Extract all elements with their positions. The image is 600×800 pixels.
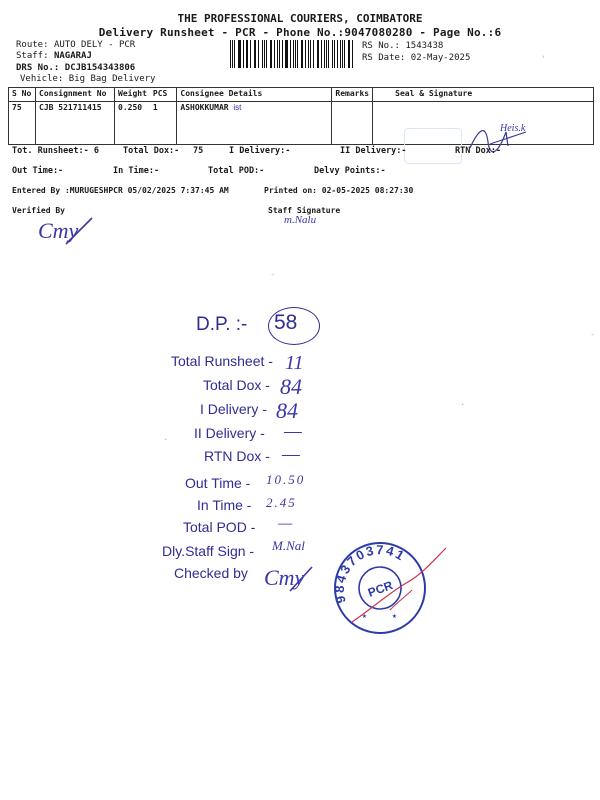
col-header: Remarks	[332, 88, 373, 102]
scan-dot: '	[541, 55, 547, 65]
stamp-value: M.Nal	[272, 538, 305, 553]
stamp-ring-text: 9843703741	[332, 542, 409, 605]
total-pod: Total POD:-	[208, 166, 265, 176]
dp-label: D.P. :-	[196, 314, 248, 335]
cell-consignment: CJB 521711415	[36, 102, 115, 145]
barcode-bar	[254, 40, 255, 68]
delvy-points: Delvy Points:-	[314, 166, 386, 176]
cell-consignee	[177, 102, 332, 145]
tot-runsheet: Tot. Runsheet:- 6	[12, 146, 99, 156]
stamp-label: Dly.Staff Sign -	[162, 543, 255, 559]
barcode-bar	[318, 40, 319, 68]
barcode-bar	[340, 40, 341, 68]
rs-no-value: 1543438	[405, 41, 444, 51]
ii-delivery: II Delivery:-	[340, 146, 407, 156]
barcode-bar	[310, 40, 311, 68]
dp-value: 58	[274, 311, 298, 334]
scan-dot: .	[460, 398, 466, 408]
row-handwritten-mark: ist	[233, 103, 242, 112]
red-tick-mark	[350, 540, 460, 630]
col-header: Consignment No	[36, 88, 115, 102]
barcode-bar	[308, 40, 309, 68]
total-dox-value: 75	[193, 146, 204, 156]
barcode-bar	[238, 40, 239, 68]
stamp-label: In Time -	[197, 497, 252, 513]
col-header: Consignee Details	[177, 88, 332, 102]
total-dox-label: Total Dox:-	[123, 146, 180, 156]
drs-label: DRS No.:	[16, 63, 60, 73]
barcode-bar	[277, 40, 278, 68]
runsheet-title: Delivery Runsheet - PCR - Phone No.:9047080280 - Page No.:6	[98, 26, 502, 39]
vehicle-value: Big Bag Delivery	[68, 74, 156, 84]
route-line	[16, 40, 135, 50]
staff-signature: m.Nalu	[284, 214, 317, 226]
stamp-value: —	[282, 443, 300, 465]
stamp-label: RTN Dox -	[204, 448, 270, 464]
vehicle-label: Vehicle:	[20, 74, 64, 84]
col-header: Weight	[115, 88, 150, 102]
rs-no-label: RS No.:	[362, 41, 400, 51]
rs-date-label: RS Date:	[362, 53, 406, 63]
barcode-bar	[328, 40, 329, 68]
col-header: Seal & Signature	[373, 88, 594, 102]
faint-receiver-stamp	[404, 128, 462, 164]
in-time: In Time:-	[113, 166, 160, 176]
table-header-row	[9, 88, 594, 102]
stamp-label: Total Runsheet -	[171, 353, 273, 369]
company-name: THE PROFESSIONAL COURIERS, COIMBATORE	[177, 12, 423, 25]
rs-date-value: 02-May-2025	[410, 53, 471, 63]
rs-no-line	[362, 41, 443, 51]
stamp-label: Out Time -	[185, 475, 251, 491]
consignee-name: ASHOKKUMAR	[180, 103, 229, 112]
scan-dot: -	[270, 270, 276, 280]
stamp-value: 84	[280, 374, 302, 399]
stamp-label: II Delivery -	[194, 425, 265, 441]
barcode-bar	[286, 40, 287, 68]
cell-pcs: 1	[150, 102, 177, 145]
verified-by-label: Verified By	[12, 206, 65, 215]
drs-line	[16, 63, 135, 73]
stamp-value: —	[278, 515, 293, 532]
entered-by: Entered By :MURUGESHPCR 05/02/2025 7:37:45 AM	[12, 186, 229, 195]
vehicle-line	[20, 74, 155, 84]
barcode-bar	[274, 40, 275, 68]
staff-label: Staff:	[16, 51, 49, 61]
stamp-star: ★	[392, 611, 397, 620]
route-value: AUTO DELY - PCR	[53, 40, 136, 50]
i-delivery: I Delivery:-	[229, 146, 291, 156]
stamp-label: I Delivery -	[200, 401, 267, 417]
col-header: PCS	[150, 88, 177, 102]
stamp-value: 10.50	[266, 472, 306, 487]
cell-weight: 0.250	[115, 102, 150, 145]
barcode-bar	[239, 40, 240, 68]
barcode-bar	[258, 40, 259, 68]
rs-date-line	[362, 53, 470, 63]
barcode	[230, 40, 355, 68]
barcode-bar	[230, 40, 231, 68]
barcode-bar	[301, 40, 302, 68]
stamp-label: Total POD -	[183, 519, 256, 535]
verified-signature: Cmy	[38, 218, 79, 243]
stamp-value: 2.45	[266, 495, 297, 510]
stamp-center-text: PCR	[366, 578, 395, 600]
barcode-bar	[348, 40, 349, 68]
out-time: Out Time:-	[12, 166, 64, 176]
scan-dot: .	[163, 433, 169, 443]
stamp-value: 84	[276, 398, 298, 423]
staff-value: NAGARAJ	[53, 51, 92, 61]
barcode-bar	[250, 40, 251, 68]
staff-signature-label: Staff Signature	[268, 206, 341, 215]
checked-signature: Cmy	[264, 565, 305, 590]
seal-signature-text: Heis.k	[500, 123, 526, 134]
barcode-bar	[266, 40, 267, 68]
cell-remarks	[332, 102, 373, 145]
checked-signature-stroke	[286, 563, 320, 595]
stamp-value: —	[284, 420, 302, 442]
verified-signature-stroke	[62, 214, 102, 248]
barcode-bar	[332, 40, 333, 68]
barcode-bar	[293, 40, 294, 68]
stamp-star: ★	[362, 611, 367, 620]
staff-line	[16, 51, 92, 61]
stamp-label: Checked by	[174, 565, 248, 581]
cell-sno: 75	[9, 102, 36, 145]
rtn-dox: RTN Dox:-	[455, 146, 502, 156]
scan-dot: -	[590, 330, 596, 340]
route-label: Route:	[16, 40, 49, 50]
printed-on: Printed on: 02-05-2025 08:27:30	[264, 186, 414, 195]
col-header: S No	[9, 88, 36, 102]
drs-value: DCJB154343806	[64, 63, 136, 73]
stamp-label: Total Dox -	[203, 377, 270, 393]
stamp-value: 11	[285, 352, 304, 374]
